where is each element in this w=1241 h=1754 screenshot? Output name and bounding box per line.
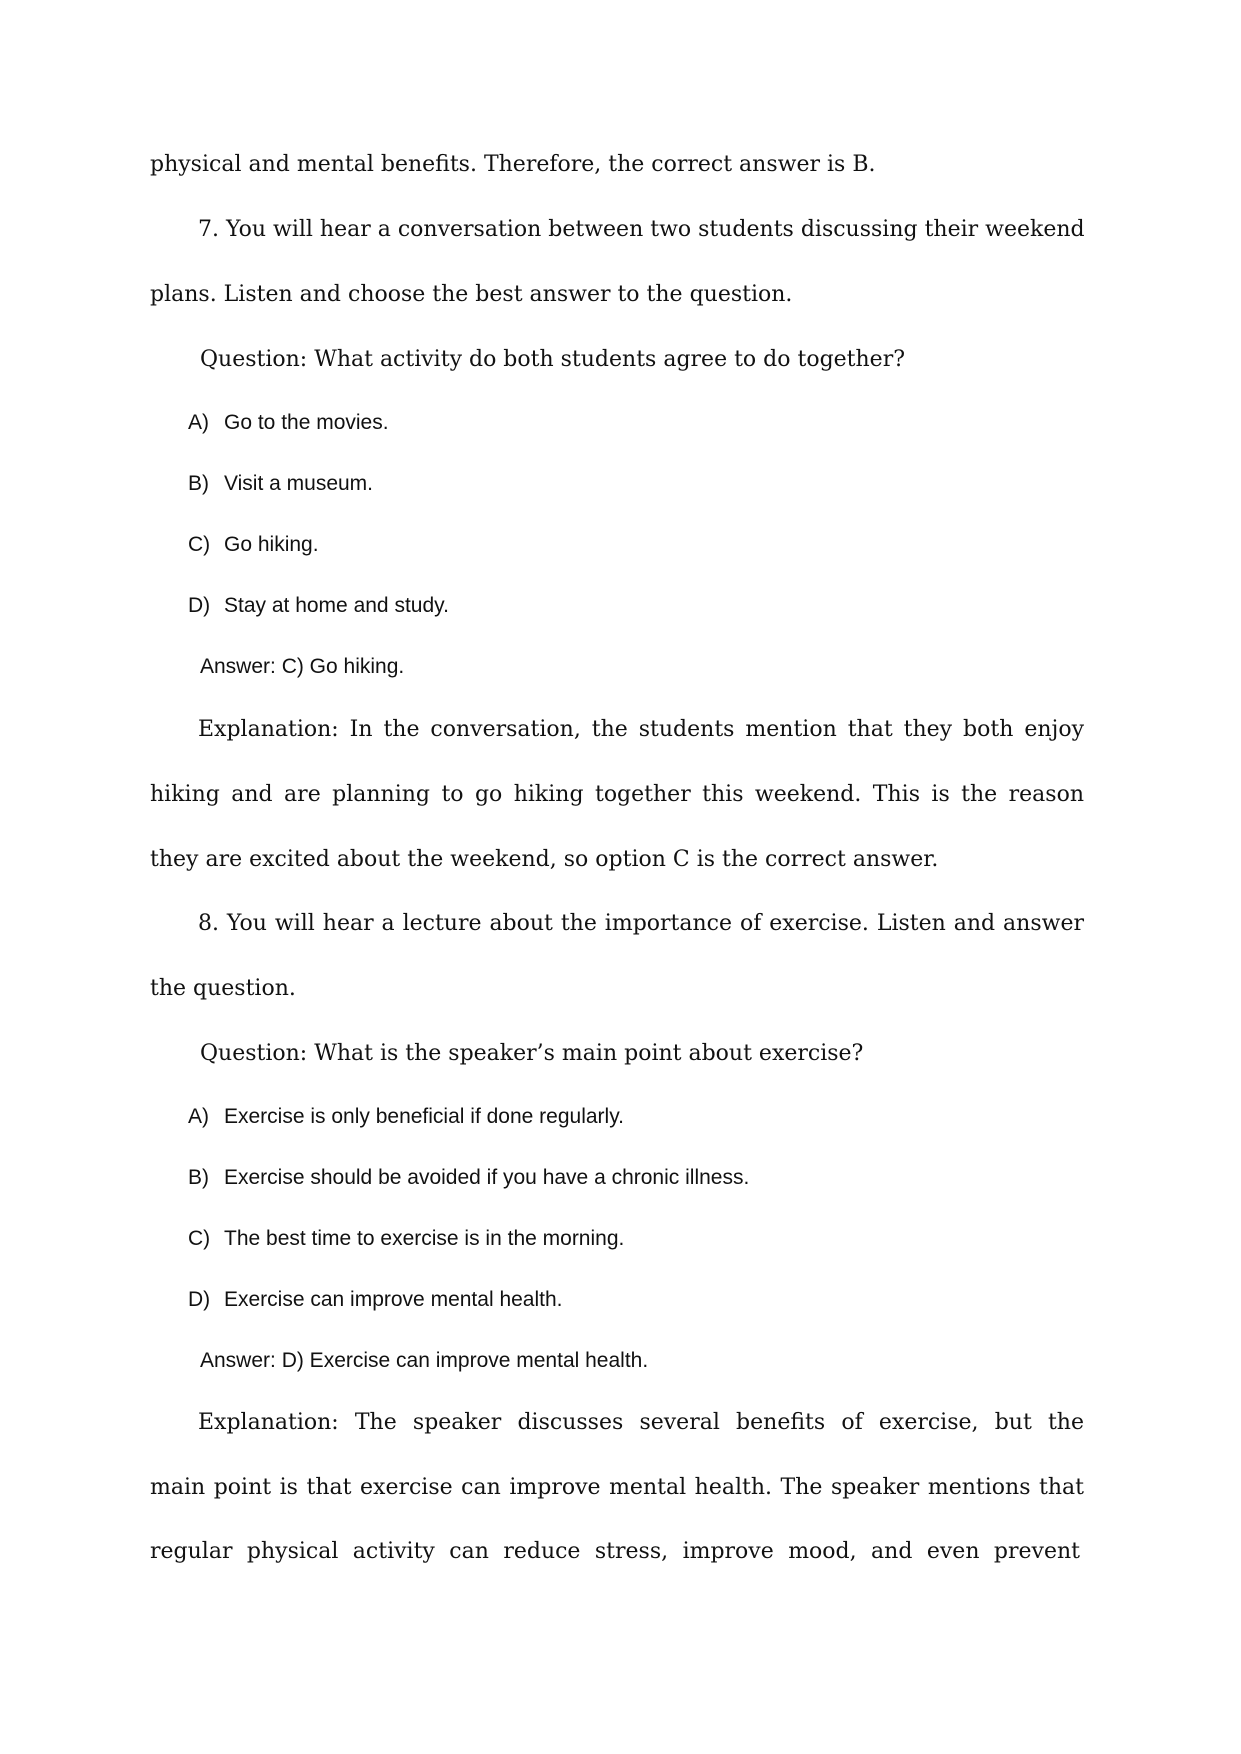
q7-explanation-line-1: Explanation: In the conversation, the students mention that they both enjoy xyxy=(198,717,1084,742)
q7-answer: Answer: C) Go hiking. xyxy=(200,655,405,678)
q7-question: Question: What activity do both students agree to do together? xyxy=(200,347,906,372)
q8-option-b xyxy=(188,1164,749,1192)
option-letter: B) xyxy=(188,1166,209,1189)
option-letter: A) xyxy=(188,411,209,434)
option-text: The best time to exercise is in the morning. xyxy=(224,1227,625,1250)
q7-prompt-line-2: plans. Listen and choose the best answer to the question. xyxy=(150,282,793,307)
q8-option-c xyxy=(188,1225,624,1253)
option-letter: C) xyxy=(188,533,211,556)
option-text: Go to the movies. xyxy=(224,411,389,434)
option-text: Exercise can improve mental health. xyxy=(224,1288,563,1311)
q7-option-c xyxy=(188,531,319,559)
q8-question: Question: What is the speaker’s main point about exercise? xyxy=(200,1041,864,1066)
q8-option-d xyxy=(188,1286,563,1314)
option-letter: D) xyxy=(188,1288,211,1311)
q8-explanation-line-1: Explanation: The speaker discusses several benefits of exercise, but the xyxy=(198,1410,1084,1435)
option-text: Stay at home and study. xyxy=(224,594,449,617)
q7-prompt-line-1: 7. You will hear a conversation between two students discussing their weekend xyxy=(198,217,1085,242)
q8-explanation-line-3: regular physical activity can reduce stress, improve mood, and even prevent xyxy=(150,1539,1080,1564)
intro-line: physical and mental benefits. Therefore, the correct answer is B. xyxy=(150,152,876,177)
q7-option-b xyxy=(188,470,373,498)
option-letter: A) xyxy=(188,1105,209,1128)
option-text: Visit a museum. xyxy=(224,472,373,495)
option-text: Go hiking. xyxy=(224,533,319,556)
option-text: Exercise should be avoided if you have a chronic illness. xyxy=(224,1166,750,1189)
q7-explanation-line-2: hiking and are planning to go hiking together this weekend. This is the reason xyxy=(150,782,1084,807)
option-letter: B) xyxy=(188,472,209,495)
q7-option-a xyxy=(188,409,389,437)
option-letter: C) xyxy=(188,1227,211,1250)
q8-prompt-line-2: the question. xyxy=(150,976,296,1001)
option-text: Exercise is only beneficial if done regularly. xyxy=(224,1105,624,1128)
option-letter: D) xyxy=(188,594,211,617)
q8-option-a xyxy=(188,1103,624,1131)
q7-option-d xyxy=(188,592,449,620)
q8-explanation-line-2: main point is that exercise can improve mental health. The speaker mentions that xyxy=(150,1475,1084,1500)
q7-explanation-line-3: they are excited about the weekend, so option C is the correct answer. xyxy=(150,847,939,872)
q8-answer: Answer: D) Exercise can improve mental health. xyxy=(200,1349,649,1372)
q8-prompt-line-1: 8. You will hear a lecture about the importance of exercise. Listen and answer xyxy=(198,911,1084,936)
